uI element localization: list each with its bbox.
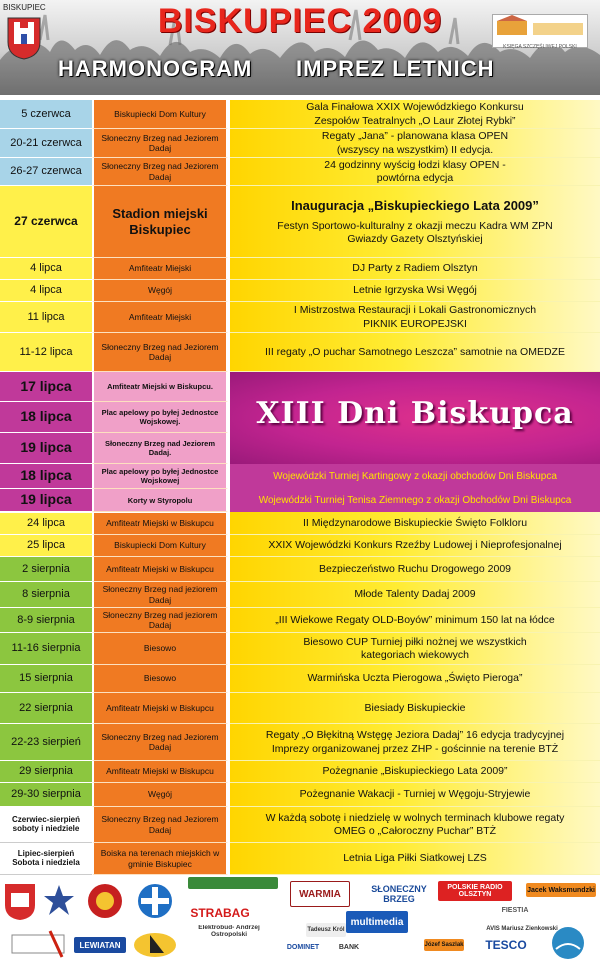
schedule-event — [230, 761, 600, 783]
sponsor-logo-fiestia: FIESTIA — [501, 906, 529, 914]
dni-place: Korty w Styropolu — [92, 489, 228, 512]
schedule-place: Amfiteatr Miejski — [92, 302, 228, 333]
poster-title: BISKUPIEC 2009 — [157, 2, 443, 40]
schedule-event — [230, 302, 600, 333]
schedule-place: Słoneczny Brzeg nad jeziorem Dadaj — [92, 582, 228, 608]
event-line: Warmińska Uczta Pierogowa „Święto Pieroga” — [307, 672, 523, 685]
schedule-date: 29-30 sierpnia — [0, 783, 92, 807]
event-title: Inauguracja „Biskupieckiego Lata 2009” — [291, 197, 539, 213]
schedule-event — [230, 258, 600, 280]
dni-biskupca-title: XIII Dni Biskupca — [256, 396, 574, 431]
poster-subtitle-left: HARMONOGRAM — [58, 56, 253, 81]
schedule-event — [230, 843, 600, 875]
event-line: Pożegnanie Wakacji - Turniej w Węgoju-Stryjewie — [299, 788, 531, 801]
schedule-event — [230, 665, 600, 693]
schedule-place: Biesowo — [92, 633, 228, 665]
schedule-date: 27 czerwca — [0, 186, 92, 258]
schedule-place: Amfiteatr Miejski w Biskupcu — [92, 557, 228, 582]
schedule-place: Biskupiecki Dom Kultury — [92, 100, 228, 129]
schedule-date: 20-21 czerwca — [0, 129, 92, 158]
schedule-place: Słoneczny Brzeg nad Jeziorem Dadaj — [92, 158, 228, 186]
event-line: DJ Party z Radiem Olsztyn — [352, 262, 478, 275]
event-line: Festyn Sportowo-kulturalny z okazji meczu Kadra WM ZPN — [277, 220, 553, 232]
sponsor-logo-green-banner — [188, 877, 278, 889]
event-line: Imprezy organizowanej przez ZHP - gościnnie na terenie BTŻ — [271, 742, 559, 755]
header-logo-caption: KSIĘGA SZCZĘŚLIWEJ POLSKI — [503, 44, 577, 50]
sponsor-logo-jozef-saszlak: Józef Saszlak — [424, 939, 464, 951]
schedule-date: 11-12 lipca — [0, 333, 92, 372]
dni-event: Wojewódzki Turniej Tenisa Ziemnego z okazji Obchodów Dni Biskupca — [230, 489, 600, 512]
lake-logo-icon — [546, 925, 590, 961]
event-line: (wszyscy na wszystkim) II edycja. — [336, 143, 494, 156]
schedule-event — [230, 693, 600, 724]
schedule-event — [230, 557, 600, 582]
schedule-place: Słoneczny Brzeg nad Jeziorem Dadaj — [92, 129, 228, 158]
event-line: Regaty „Jana” - planowana klasa OPEN — [321, 130, 509, 143]
dni-date: 17 lipca — [0, 372, 92, 402]
schedule-date: 8 sierpnia — [0, 582, 92, 608]
event-line: Gwiazdy Gazety Olsztyńskiej — [347, 233, 483, 246]
schedule-date: 22-23 sierpień — [0, 724, 92, 761]
police-star-icon — [42, 883, 76, 921]
event-line: Regaty „O Błękitną Wstęgę Jeziora Dadaj” 16 edycja tradycyjnej — [265, 729, 565, 742]
dni-place: Słoneczny Brzeg nad Jeziorem Dadaj. — [92, 433, 228, 464]
crest-logo-icon — [4, 883, 36, 921]
schedule-event — [230, 100, 600, 129]
schedule-place: Amfiteatr Miejski w Biskupcu — [92, 513, 228, 535]
schedule-event — [230, 186, 600, 258]
event-line: I Mistrzostwa Restauracji i Lokali Gastronomicznych — [293, 304, 537, 317]
event-line: Pożegnanie „Biskupieckiego Lata 2009” — [322, 765, 508, 778]
schedule-date: 25 lipca — [0, 535, 92, 557]
dni-place: Amfiteatr Miejski w Biskupcu. — [92, 372, 228, 402]
medical-star-of-life-icon — [136, 881, 174, 921]
schedule-event — [230, 724, 600, 761]
dni-place: Plac apelowy po byłej Jednostce Wojskowej. — [92, 402, 228, 433]
town-name-label: BISKUPIEC — [3, 3, 46, 12]
schedule-place: Słoneczny Brzeg nad Jeziorem Dadaj — [92, 333, 228, 372]
dni-date: 18 lipca — [0, 402, 92, 433]
schedule-place: Słoneczny Brzeg nad jeziorem Dadaj — [92, 608, 228, 633]
schedule-date: Lipiec-sierpień Sobota i niedziela — [0, 843, 92, 875]
sponsor-logo-avis: AVIS Mariusz Zienkowski — [486, 926, 558, 932]
sponsor-logo-multimedia: multimedia — [346, 911, 408, 933]
sponsor-logo-polskie-radio: POLSKIE RADIO OLSZTYN — [438, 881, 512, 901]
schedule-date: Czerwiec-sierpień soboty i niedziele — [0, 807, 92, 843]
schedule-date: 11 lipca — [0, 302, 92, 333]
schedule-date: 4 lipca — [0, 258, 92, 280]
event-line: PIKNIK EUROPEJSKI — [363, 317, 467, 330]
schedule-event — [230, 535, 600, 557]
event-separator — [230, 371, 600, 372]
building-logo-icon — [493, 15, 589, 39]
event-line: 24 godzinny wyścig łodzi klasy OPEN - — [324, 158, 506, 171]
event-line: Letnia Liga Piłki Siatkowej LZS — [343, 852, 487, 865]
event-line: Biesiady Biskupieckie — [364, 701, 466, 714]
schedule-date: 15 sierpnia — [0, 665, 92, 693]
sponsors-footer — [0, 875, 600, 965]
schedule-event — [230, 608, 600, 633]
sailing-logo-icon — [132, 931, 178, 959]
schedule-event — [230, 280, 600, 302]
schedule-place: Boiska na terenach miejskich w gminie Biskupiec — [92, 843, 228, 875]
header-logo-right — [492, 14, 588, 48]
poster-subtitle-right: IMPREZ LETNICH — [296, 56, 495, 81]
schedule-place: Węgój — [92, 783, 228, 807]
sponsor-logo-tadeusz-krol: Tadeusz Król — [306, 923, 346, 937]
schedule-place: Stadion miejski Biskupiec — [92, 186, 228, 258]
schedule-event — [230, 333, 600, 372]
schedule-event — [230, 633, 600, 665]
event-line: Zespołów Teatralnych „O Laur Złotej Rybki” — [314, 114, 516, 127]
schedule-event — [230, 807, 600, 843]
sponsor-logo-dominet: DOMINET — [286, 943, 320, 951]
poster-header — [0, 0, 600, 95]
event-line: „III Wiekowe Regaty OLD-Boyów” minimum 150 lat na łódce — [275, 613, 555, 626]
event-line: OMEG o „Całoroczny Puchar” BTŻ — [333, 825, 497, 837]
fire-brigade-logo-icon — [86, 881, 124, 921]
schedule-date: 8-9 sierpnia — [0, 608, 92, 633]
schedule-date: 4 lipca — [0, 280, 92, 302]
schedule-event — [230, 783, 600, 807]
event-line: W każdą sobotę i niedzielę w wolnych terminach klubowe regaty — [265, 811, 565, 824]
dni-place: Plac apelowy po byłej Jednostce Wojskowej — [92, 464, 228, 489]
schedule-date: 11-16 sierpnia — [0, 633, 92, 665]
event-line: III regaty „O puchar Samotnego Leszcza” samotnie na OMEDZE — [265, 345, 565, 358]
event-line: Letnie Igrzyska Wsi Węgój — [353, 284, 477, 297]
schedule-place: Biesowo — [92, 665, 228, 693]
schedule-table — [0, 100, 600, 875]
event-line: Gala Finałowa XXIX Wojewódzkiego Konkursu — [306, 101, 524, 114]
sponsor-logo-bank: BANK — [338, 943, 360, 951]
event-line: XXIX Wojewódzki Konkurs Rzeźby Ludowej i Nieprofesjonalnej — [268, 539, 562, 552]
dni-event: Wojewódzki Turniej Kartingowy z okazji obchodów Dni Biskupca — [230, 464, 600, 489]
schedule-place: Amfiteatr Miejski — [92, 258, 228, 280]
schedule-event — [230, 158, 600, 186]
event-line: powtórna edycja — [376, 172, 454, 184]
sponsor-logo-warmia: WARMIA — [290, 881, 350, 907]
schedule-place: Biskupiecki Dom Kultury — [92, 535, 228, 557]
sponsor-logo-sloneczny-brzeg: SŁONECZNY BRZEG — [371, 884, 427, 904]
schedule-place: Węgój — [92, 280, 228, 302]
schedule-event — [230, 513, 600, 535]
schedule-place: Amfiteatr Miejski w Biskupcu — [92, 761, 228, 783]
dni-date: 18 lipca — [0, 464, 92, 489]
event-line: Bezpieczeństwo Ruchu Drogowego 2009 — [318, 562, 512, 575]
sponsor-logo-lewiatan: LEWIATAN — [74, 937, 126, 953]
sponsor-logo-elektrobud: Elektrobud- Andrzej Ostropolski — [198, 925, 260, 937]
event-line: kategoriach wiekowych — [361, 649, 469, 661]
schedule-event — [230, 582, 600, 608]
dni-date: 19 lipca — [0, 433, 92, 464]
schedule-date: 5 czerwca — [0, 100, 92, 129]
sponsor-logo-strabag: STRABAG — [190, 906, 250, 920]
schedule-date: 24 lipca — [0, 513, 92, 535]
schedule-place: Słoneczny Brzeg nad Jeziorem Dadaj — [92, 807, 228, 843]
dni-date: 19 lipca — [0, 489, 92, 512]
schedule-event — [230, 129, 600, 158]
schedule-date: 22 sierpnia — [0, 693, 92, 724]
schedule-date: 2 sierpnia — [0, 557, 92, 582]
schedule-place: Amfiteatr Miejski w Biskupcu — [92, 693, 228, 724]
schedule-date: 29 sierpnia — [0, 761, 92, 783]
schedule-place: Słoneczny Brzeg nad Jeziorem Dadaj — [92, 724, 228, 761]
schedule-date: 26-27 czerwca — [0, 158, 92, 186]
sponsor-logo-tesco: TESCO — [485, 938, 527, 952]
ribbon-logo-icon — [10, 929, 66, 959]
event-line: Młode Talenty Dadaj 2009 — [354, 588, 476, 601]
sponsor-logo-jacek-waksmundzki: Jacek Waksmundzki — [526, 883, 596, 897]
event-line: II Międzynarodowe Biskupieckie Święto Folkloru — [302, 517, 528, 530]
event-line: Biesowo CUP Turniej piłki nożnej we wszystkich — [303, 635, 527, 648]
